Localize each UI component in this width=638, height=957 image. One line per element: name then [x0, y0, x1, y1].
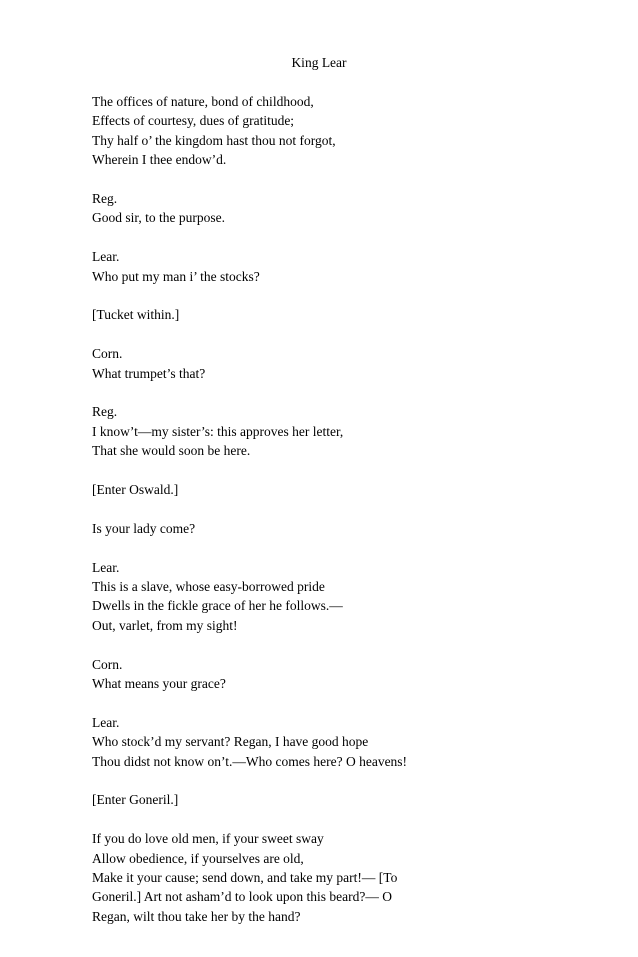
text-line: What trumpet’s that? [92, 365, 206, 381]
text-line: Dwells in the fickle grace of her he follows.— [92, 598, 343, 614]
speaker-name: Corn. [92, 346, 123, 362]
text-line: Wherein I thee endow’d. [92, 152, 227, 168]
speech-block [92, 829, 562, 926]
text-line: Good sir, to the purpose. [92, 210, 225, 226]
text-line: Who put my man i’ the stocks? [92, 268, 260, 284]
speaker-name: Corn. [92, 656, 123, 672]
speech-block [92, 713, 562, 771]
speaker-name: Reg. [92, 404, 118, 420]
text-line: Goneril.] Art not asham’d to look upon this beard?— O [92, 889, 392, 905]
speech-block [92, 247, 562, 286]
text-line: Make it your cause; send down, and take my part!— [To [92, 870, 398, 886]
text-line: Thy half o’ the kingdom hast thou not forgot, [92, 132, 336, 148]
speaker-name: Lear. [92, 559, 120, 575]
stage-direction [92, 480, 562, 499]
speaker-name: Reg. [92, 191, 118, 207]
speech-block [92, 519, 562, 538]
speaker-name: Lear. [92, 714, 120, 730]
text-line: Thou didst not know on’t.—Who comes here? O heavens! [92, 753, 408, 769]
speech-block [92, 558, 562, 636]
text-line: [Enter Goneril.] [92, 792, 179, 808]
speech-block [92, 92, 562, 170]
text-line: Regan, wilt thou take her by the hand? [92, 908, 301, 924]
text-line: That she would soon be here. [92, 443, 251, 459]
text-line: [Enter Oswald.] [92, 482, 179, 498]
text-line: What means your grace? [92, 676, 226, 692]
text-line: The offices of nature, bond of childhood, [92, 94, 314, 109]
speech-block [92, 344, 562, 383]
speech-block [92, 189, 562, 228]
stage-direction [92, 790, 562, 809]
speech-block [92, 402, 562, 460]
text-line: If you do love old men, if your sweet sway [92, 831, 324, 847]
text-line: Allow obedience, if yourselves are old, [92, 850, 304, 866]
speaker-name: Lear. [92, 249, 120, 265]
stage-direction [92, 305, 562, 324]
text-line: I know’t—my sister’s: this approves her letter, [92, 423, 344, 439]
text-line: Out, varlet, from my sight! [92, 617, 238, 633]
page-header-title: King Lear [291, 55, 347, 70]
text-line: Who stock’d my servant? Regan, I have good hope [92, 734, 369, 750]
text-line: Effects of courtesy, dues of gratitude; [92, 113, 295, 129]
text-line: [Tucket within.] [92, 307, 180, 323]
text-line: This is a slave, whose easy-borrowed pride [92, 579, 325, 595]
play-text [92, 92, 562, 946]
text-line: Is your lady come? [92, 520, 196, 536]
speech-block [92, 655, 562, 694]
